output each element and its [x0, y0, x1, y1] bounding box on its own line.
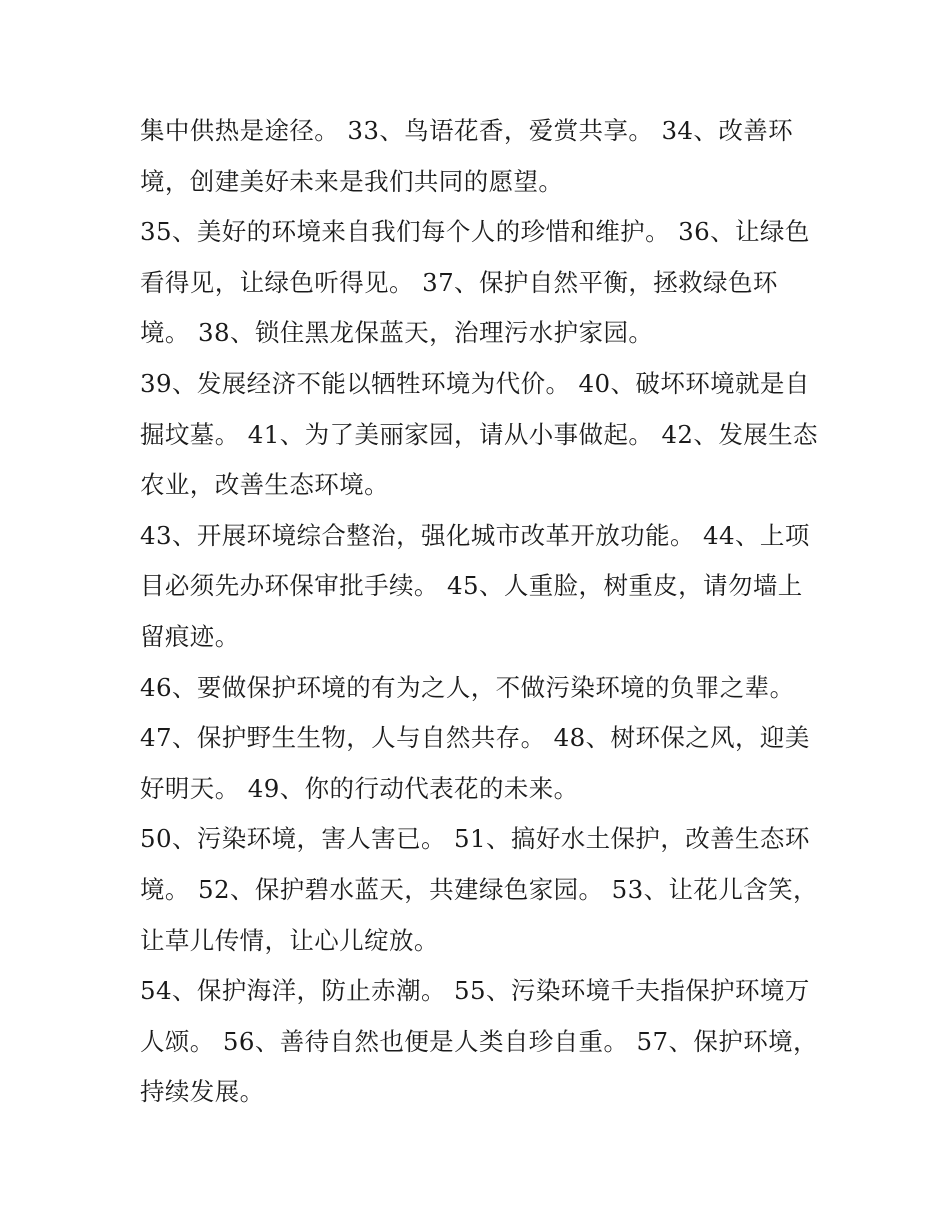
text-line: 集中供热是途径。 33、鸟语花香，爱赏共享。 34、改善环 [140, 116, 794, 145]
text-line: 农业，改善生态环境。 [140, 470, 389, 500]
text-line: 54、保护海洋，防止赤潮。 55、污染环境千夫指保护环境万 [140, 976, 810, 1006]
document-body [140, 106, 820, 1118]
text-line: 人颂。 56、善待自然也便是人类自珍自重。 57、保护环境， [140, 1026, 818, 1056]
text-line: 好明天。 49、你的行动代表花的未来。 [140, 773, 579, 803]
text-line: 让草儿传情，让心儿绽放。 [140, 925, 439, 955]
text-line: 目必须先办环保审批手续。 45、人重脸，树重皮，请勿墙上 [140, 571, 803, 601]
paragraph [140, 511, 820, 663]
paragraph [140, 814, 820, 966]
text-line: 47、保护野生生物，人与自然共存。 48、树环保之风，迎美 [140, 723, 810, 753]
paragraph [140, 359, 820, 511]
text-line: 境。 52、保护碧水蓝天，共建绿色家园。 53、让花儿含笑， [140, 874, 818, 904]
paragraph [140, 207, 820, 359]
text-line: 持续发展。 [140, 1077, 265, 1107]
text-line: 掘坟墓。 41、为了美丽家园，请从小事做起。 42、发展生态 [140, 419, 818, 449]
text-line: 50、污染环境，害人害已。 51、搞好水土保护，改善生态环 [140, 824, 810, 854]
text-line: 看得见，让绿色听得见。 37、保护自然平衡，拯救绿色环 [140, 267, 778, 297]
text-line: 35、美好的环境来自我们每个人的珍惜和维护。 36、让绿色 [140, 217, 810, 247]
text-line: 43、开展环境综合整治，强化城市改革开放功能。 44、上项 [140, 520, 810, 550]
text-line: 46、要做保护环境的有为之人，不做污染环境的负罪之辈。 [140, 672, 795, 702]
text-line: 留痕迹。 [140, 621, 240, 651]
paragraph [140, 713, 820, 814]
text-line: 境，创建美好未来是我们共同的愿望。 [140, 166, 564, 196]
text-line: 39、发展经济不能以牺牲环境为代价。 40、破坏环境就是自 [140, 368, 810, 398]
text-line: 境。 38、锁住黑龙保蓝天，治理污水护家园。 [140, 318, 654, 348]
paragraph [140, 106, 820, 207]
paragraph [140, 663, 820, 714]
paragraph [140, 966, 820, 1118]
